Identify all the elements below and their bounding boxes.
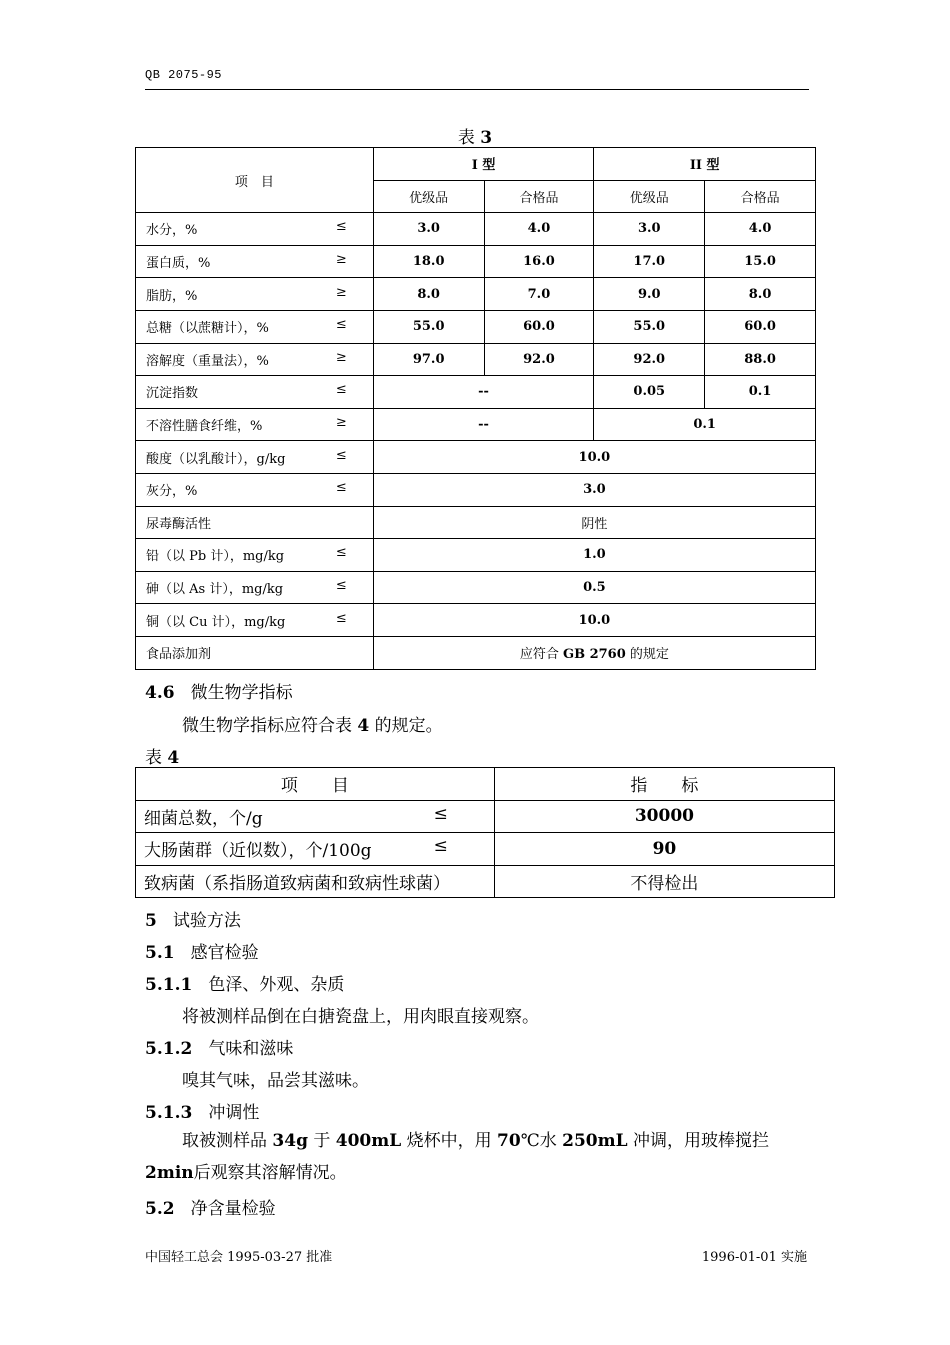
cell-value: 1.0 — [373, 539, 815, 572]
table3-header-type1: I 型 — [373, 148, 594, 181]
cell-value: 30000 — [494, 800, 834, 833]
table-row — [136, 865, 835, 898]
section-heading: 5.1.2 气味和滋味 — [145, 1039, 294, 1059]
table4-header-item: 项 目 — [136, 768, 495, 801]
cell-value: 17.0 — [594, 245, 705, 278]
table-row — [136, 310, 816, 343]
table-row — [136, 571, 816, 604]
cell-value: 10.0 — [373, 604, 815, 637]
table-row — [136, 441, 816, 474]
cell-value: 18.0 — [373, 245, 484, 278]
cell-value: 97.0 — [373, 343, 484, 376]
row-label: 铅（以 Pb 计），mg/kg ≤ — [136, 539, 374, 572]
cell-value: -- — [373, 408, 594, 441]
row-label: 砷（以 As 计），mg/kg ≤ — [136, 571, 374, 604]
table-row — [136, 245, 816, 278]
cell-value: 16.0 — [484, 245, 594, 278]
row-label: 尿毒酶活性 — [136, 506, 374, 539]
row-label: 食品添加剂 — [136, 636, 374, 669]
cell-value: 应符合 GB 2760 的规定 — [373, 636, 815, 669]
cell-value: 60.0 — [484, 310, 594, 343]
table3-title: 表 3 — [457, 128, 493, 148]
table-row — [136, 604, 816, 637]
table3-subheader: 优级品 — [594, 180, 705, 213]
table-row — [136, 833, 835, 866]
table3-header-type2: II 型 — [594, 148, 816, 181]
cell-value: 0.1 — [594, 408, 816, 441]
row-label: 总糖（以蔗糖计），% ≤ — [136, 310, 374, 343]
cell-value: -- — [373, 376, 594, 409]
table-row — [136, 636, 816, 669]
row-label: 致病菌（系指肠道致病菌和致病性球菌） — [136, 865, 495, 898]
cell-value: 55.0 — [373, 310, 484, 343]
cell-value: 9.0 — [594, 278, 705, 311]
row-label: 细菌总数，个/g ≤ — [136, 800, 495, 833]
cell-value: 15.0 — [705, 245, 816, 278]
cell-value: 92.0 — [484, 343, 594, 376]
cell-value: 88.0 — [705, 343, 816, 376]
cell-value: 60.0 — [705, 310, 816, 343]
cell-value: 8.0 — [705, 278, 816, 311]
table3-subheader: 合格品 — [484, 180, 594, 213]
table-row — [136, 376, 816, 409]
table-row — [136, 539, 816, 572]
row-label: 铜（以 Cu 计），mg/kg ≤ — [136, 604, 374, 637]
table4-title: 表 4 — [145, 748, 180, 768]
table-row — [136, 800, 835, 833]
row-label: 脂肪，% ≥ — [136, 278, 374, 311]
table-row — [136, 473, 816, 506]
header-rule — [145, 89, 809, 90]
document-code: QB 2075-95 — [145, 68, 223, 82]
footer-approval: 中国轻工总会 1995-03-27 批准 — [145, 1250, 333, 1265]
row-label: 灰分，% ≤ — [136, 473, 374, 506]
cell-value: 0.05 — [594, 376, 705, 409]
section-heading: 5.1.3 冲调性 — [145, 1103, 260, 1123]
cell-value: 3.0 — [373, 473, 815, 506]
cell-value: 7.0 — [484, 278, 594, 311]
table-row — [136, 213, 816, 246]
table4-header-value: 指 标 — [494, 768, 834, 801]
section-heading: 5 试验方法 — [145, 911, 241, 931]
cell-value: 3.0 — [594, 213, 705, 246]
row-label: 蛋白质，% ≥ — [136, 245, 374, 278]
cell-value: 0.5 — [373, 571, 815, 604]
paragraph: 取被测样品 34g 于 400mL 烧杯中，用 70℃水 250mL 冲调，用玻棒搅拦 2min后观察其溶解情况。 — [145, 1131, 769, 1183]
cell-value: 92.0 — [594, 343, 705, 376]
row-label: 溶解度（重量法），% ≥ — [136, 343, 374, 376]
footer-implementation: 1996-01-01 实施 — [701, 1250, 807, 1265]
cell-value: 3.0 — [373, 213, 484, 246]
table3-subheader: 优级品 — [373, 180, 484, 213]
cell-value: 55.0 — [594, 310, 705, 343]
section-heading: 5.1 感官检验 — [145, 943, 259, 963]
cell-value: 4.0 — [705, 213, 816, 246]
table3-header-item: 项 目 — [136, 148, 374, 213]
table-row — [136, 278, 816, 311]
row-label: 沉淀指数 ≤ — [136, 376, 374, 409]
table4 — [135, 767, 835, 898]
row-label: 水分，% ≤ — [136, 213, 374, 246]
paragraph: 嗅其气味，品尝其滋味。 — [182, 1071, 369, 1091]
row-label: 大肠菌群（近似数），个/100g ≤ — [136, 833, 495, 866]
cell-value: 阴性 — [373, 506, 815, 539]
row-label: 酸度（以乳酸计），g/kg ≤ — [136, 441, 374, 474]
table-row — [136, 506, 816, 539]
cell-value: 10.0 — [373, 441, 815, 474]
paragraph: 微生物学指标应符合表 4 的规定。 — [182, 716, 443, 736]
table3-subheader: 合格品 — [705, 180, 816, 213]
section-heading: 5.1.1 色泽、外观、杂质 — [145, 975, 345, 995]
cell-value: 0.1 — [705, 376, 816, 409]
cell-value: 90 — [494, 833, 834, 866]
row-label: 不溶性膳食纤维，% ≥ — [136, 408, 374, 441]
table-row — [136, 408, 816, 441]
paragraph: 将被测样品倒在白搪瓷盘上，用肉眼直接观察。 — [182, 1007, 539, 1027]
table3 — [135, 147, 816, 670]
section-heading: 4.6 微生物学指标 — [145, 683, 293, 703]
cell-value: 不得检出 — [494, 865, 834, 898]
cell-value: 4.0 — [484, 213, 594, 246]
section-heading: 5.2 净含量检验 — [145, 1199, 276, 1219]
cell-value: 8.0 — [373, 278, 484, 311]
table-row — [136, 343, 816, 376]
